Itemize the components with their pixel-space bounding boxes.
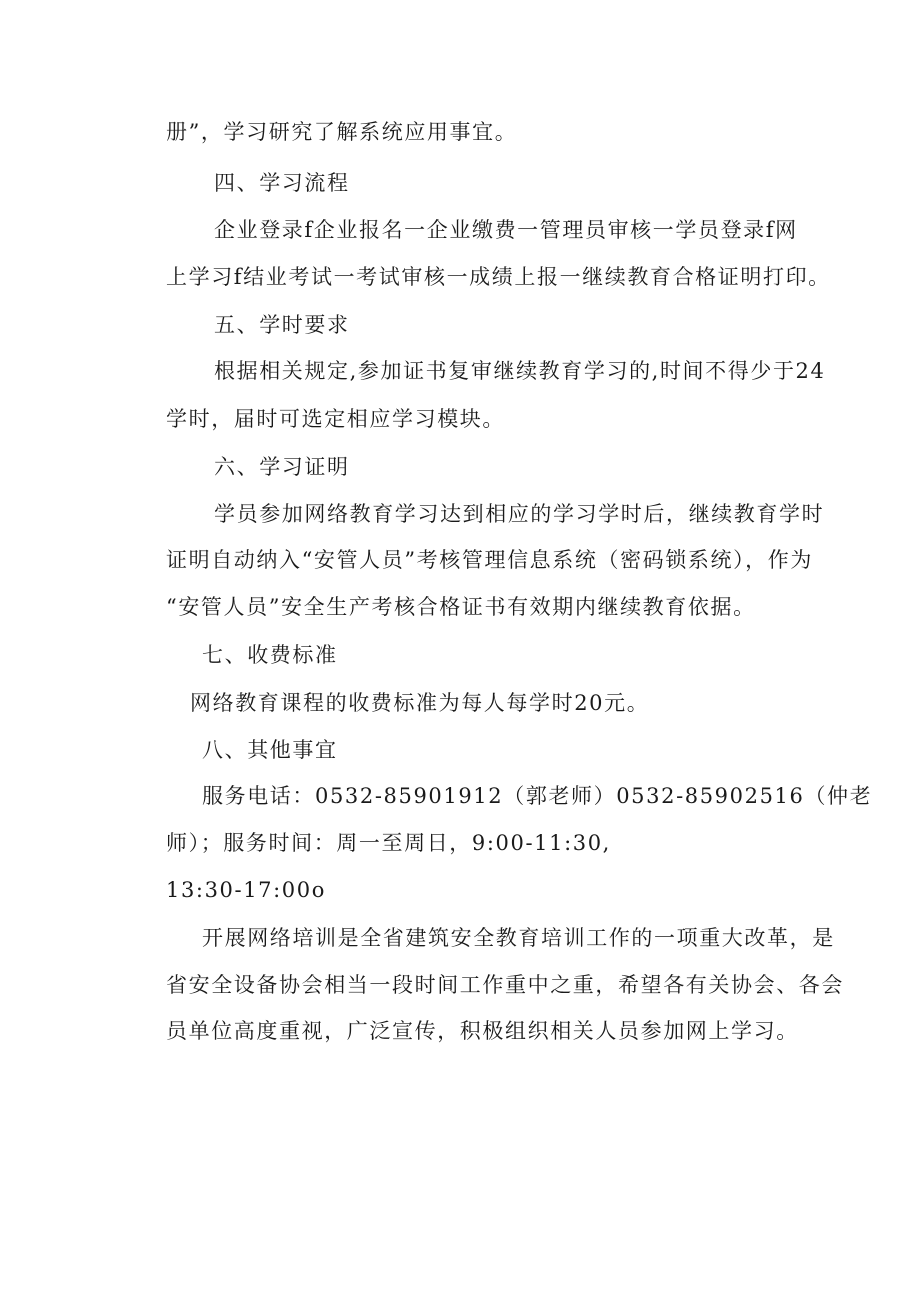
text-line: 册”，学习研究了解系统应用事宜。 (166, 120, 518, 144)
section-heading: 七、收费标准 (202, 643, 338, 667)
text-line: 证明自动纳入“安管人员”考核管理信息系统（密码锁系统），作为 (166, 548, 813, 572)
section-heading: 六、学习证明 (214, 455, 350, 479)
text-line: 学时，届时可选定相应学习模块。 (166, 407, 505, 431)
text-line: “安管人员”安全生产考核合格证书有效期内继续教育依据。 (166, 595, 756, 619)
text-line: 13:30-17:00o (166, 878, 326, 902)
text-line: 上学习f结业考试一考试审核一成绩上报一继续教育合格证明打印。 (166, 265, 831, 289)
section-heading: 四、学习流程 (214, 171, 350, 195)
text-line: 企业登录f企业报名一企业缴费一管理员审核一学员登录f网 (214, 218, 798, 242)
section-heading: 五、学时要求 (214, 313, 350, 337)
text-line: 服务电话：0532-85901912（郭老师）0532-85902516（仲老 (202, 784, 873, 808)
text-line: 员单位高度重视，广泛宣传，积极组织相关人员参加网上学习。 (166, 1019, 799, 1043)
text-line: 师）；服务时间：周一至周日，9:00-11:30, (166, 831, 611, 855)
text-line: 根据相关规定,参加证书复审继续教育学习的,时间不得少于24 (214, 359, 826, 383)
text-line: 学员参加网络教育学习达到相应的学习学时后，继续教育学时 (214, 502, 825, 526)
text-line: 开展网络培训是全省建筑安全教育培训工作的一项重大改革，是 (202, 926, 835, 950)
section-heading: 八、其他事宜 (202, 738, 338, 762)
text-line: 省安全设备协会相当一段时间工作重中之重，希望各有关协会、各会 (166, 973, 844, 997)
text-line: 网络教育课程的收费标准为每人每学时20元。 (190, 691, 650, 715)
